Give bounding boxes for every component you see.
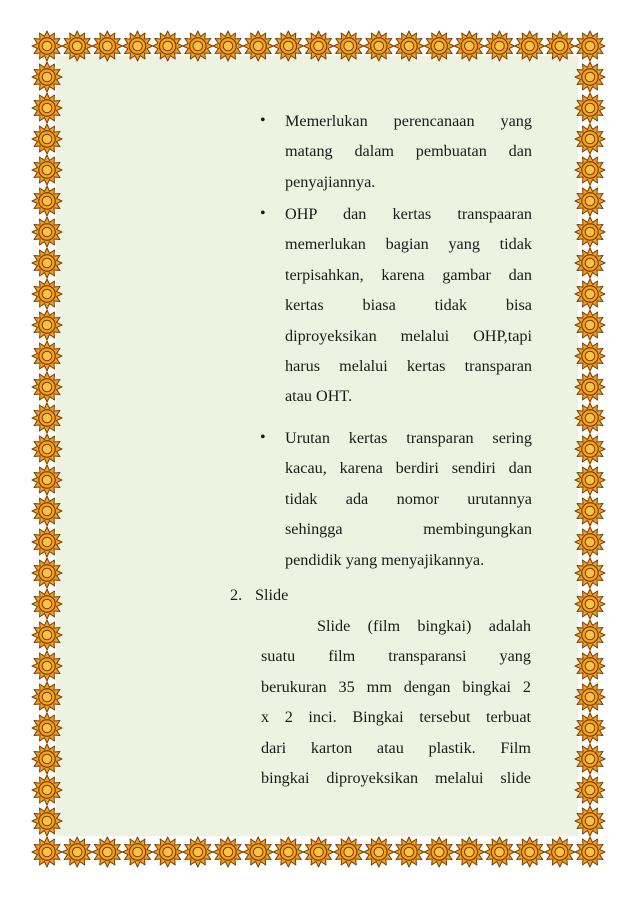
paragraph-line: berukuran 35 mm dengan bingkai 2 — [261, 677, 531, 696]
bullet-line: penyajiannya. — [285, 172, 376, 191]
bullet-item-3 — [260, 423, 532, 575]
bullet-line: Memerlukan perencanaan yang — [285, 112, 532, 130]
sun-icon — [575, 682, 605, 712]
sun-icon — [575, 62, 605, 92]
sun-icon — [575, 186, 605, 216]
sun-icon — [575, 806, 605, 836]
sun-icon — [575, 372, 605, 402]
bullet-icon: • — [260, 112, 266, 129]
sun-icon — [575, 93, 605, 123]
bullet-line: tidak ada nomor urutannya — [285, 489, 532, 508]
bullet-line: OHP dan kertas transpaaran — [285, 205, 532, 223]
sun-icon — [575, 713, 605, 743]
sun-icon — [575, 248, 605, 278]
sun-icon — [515, 837, 545, 867]
bullet-line: kacau, karena berdiri sendiri dan — [285, 459, 532, 478]
bullet-item-1 — [260, 106, 532, 197]
sun-icon — [575, 775, 605, 805]
sun-icon — [575, 310, 605, 340]
sun-icon — [364, 837, 394, 867]
sun-icon — [454, 837, 484, 867]
sun-icon — [575, 558, 605, 588]
bullet-line: sehingga membingungkan — [285, 520, 532, 539]
section-title: Slide — [255, 586, 289, 604]
bullet-line: terpisahkan, karena gambar dan — [285, 265, 532, 284]
sun-icon — [213, 837, 243, 867]
sun-icon — [334, 837, 364, 867]
sun-icon — [545, 837, 575, 867]
sun-icon — [273, 837, 303, 867]
sun-icon — [575, 217, 605, 247]
bullet-line: harus melalui kertas transparan — [285, 357, 532, 376]
sun-icon — [575, 620, 605, 650]
sun-icon — [575, 744, 605, 774]
sun-icon — [575, 341, 605, 371]
sun-icon — [575, 589, 605, 619]
sun-icon — [575, 155, 605, 185]
section-number: 2. — [230, 586, 243, 604]
sun-icon — [485, 837, 515, 867]
sun-icon — [575, 31, 605, 61]
sun-icon — [424, 837, 454, 867]
paragraph-line: bingkai diproyeksikan melalui slide — [261, 769, 531, 788]
paragraph-line: dari karton atau plastik. Film — [261, 738, 531, 757]
sun-icon — [243, 837, 273, 867]
bullet-line: memerlukan bagian yang tidak — [285, 235, 532, 254]
bullet-line: diproyeksikan melalui OHP,tapi — [285, 326, 532, 345]
sun-icon — [575, 496, 605, 526]
bullet-icon: • — [260, 429, 266, 446]
body-paragraph — [261, 611, 531, 793]
sun-icon — [575, 465, 605, 495]
bullet-line: atau OHT. — [285, 387, 353, 406]
paragraph-line: suatu film transparansi yang — [261, 647, 531, 666]
sun-icon — [575, 124, 605, 154]
sun-icon — [575, 527, 605, 557]
sun-icon — [304, 837, 334, 867]
sun-icon — [575, 434, 605, 464]
paragraph-line: Slide (film bingkai) adalah — [317, 617, 531, 635]
sun-icon — [62, 837, 92, 867]
bullet-icon: • — [260, 205, 266, 222]
sun-icon — [183, 837, 213, 867]
paragraph-line: x 2 inci. Bingkai tersebut terbuat — [261, 708, 531, 727]
sun-icon — [92, 837, 122, 867]
bullet-item-2 — [260, 199, 532, 412]
sun-icon — [575, 837, 605, 867]
bullet-line: kertas biasa tidak bisa — [285, 296, 532, 315]
bullet-line: pendidik yang menyajikannya. — [285, 550, 485, 569]
sun-icon — [394, 837, 424, 867]
sun-icon — [32, 837, 62, 867]
bullet-line: Urutan kertas transparan sering — [285, 429, 532, 447]
sun-icon — [123, 837, 153, 867]
sun-icon — [575, 403, 605, 433]
sun-icon — [575, 279, 605, 309]
sun-icon — [575, 651, 605, 681]
bullet-line: matang dalam pembuatan dan — [285, 142, 532, 161]
section-heading — [230, 580, 288, 610]
sun-icon — [153, 837, 183, 867]
